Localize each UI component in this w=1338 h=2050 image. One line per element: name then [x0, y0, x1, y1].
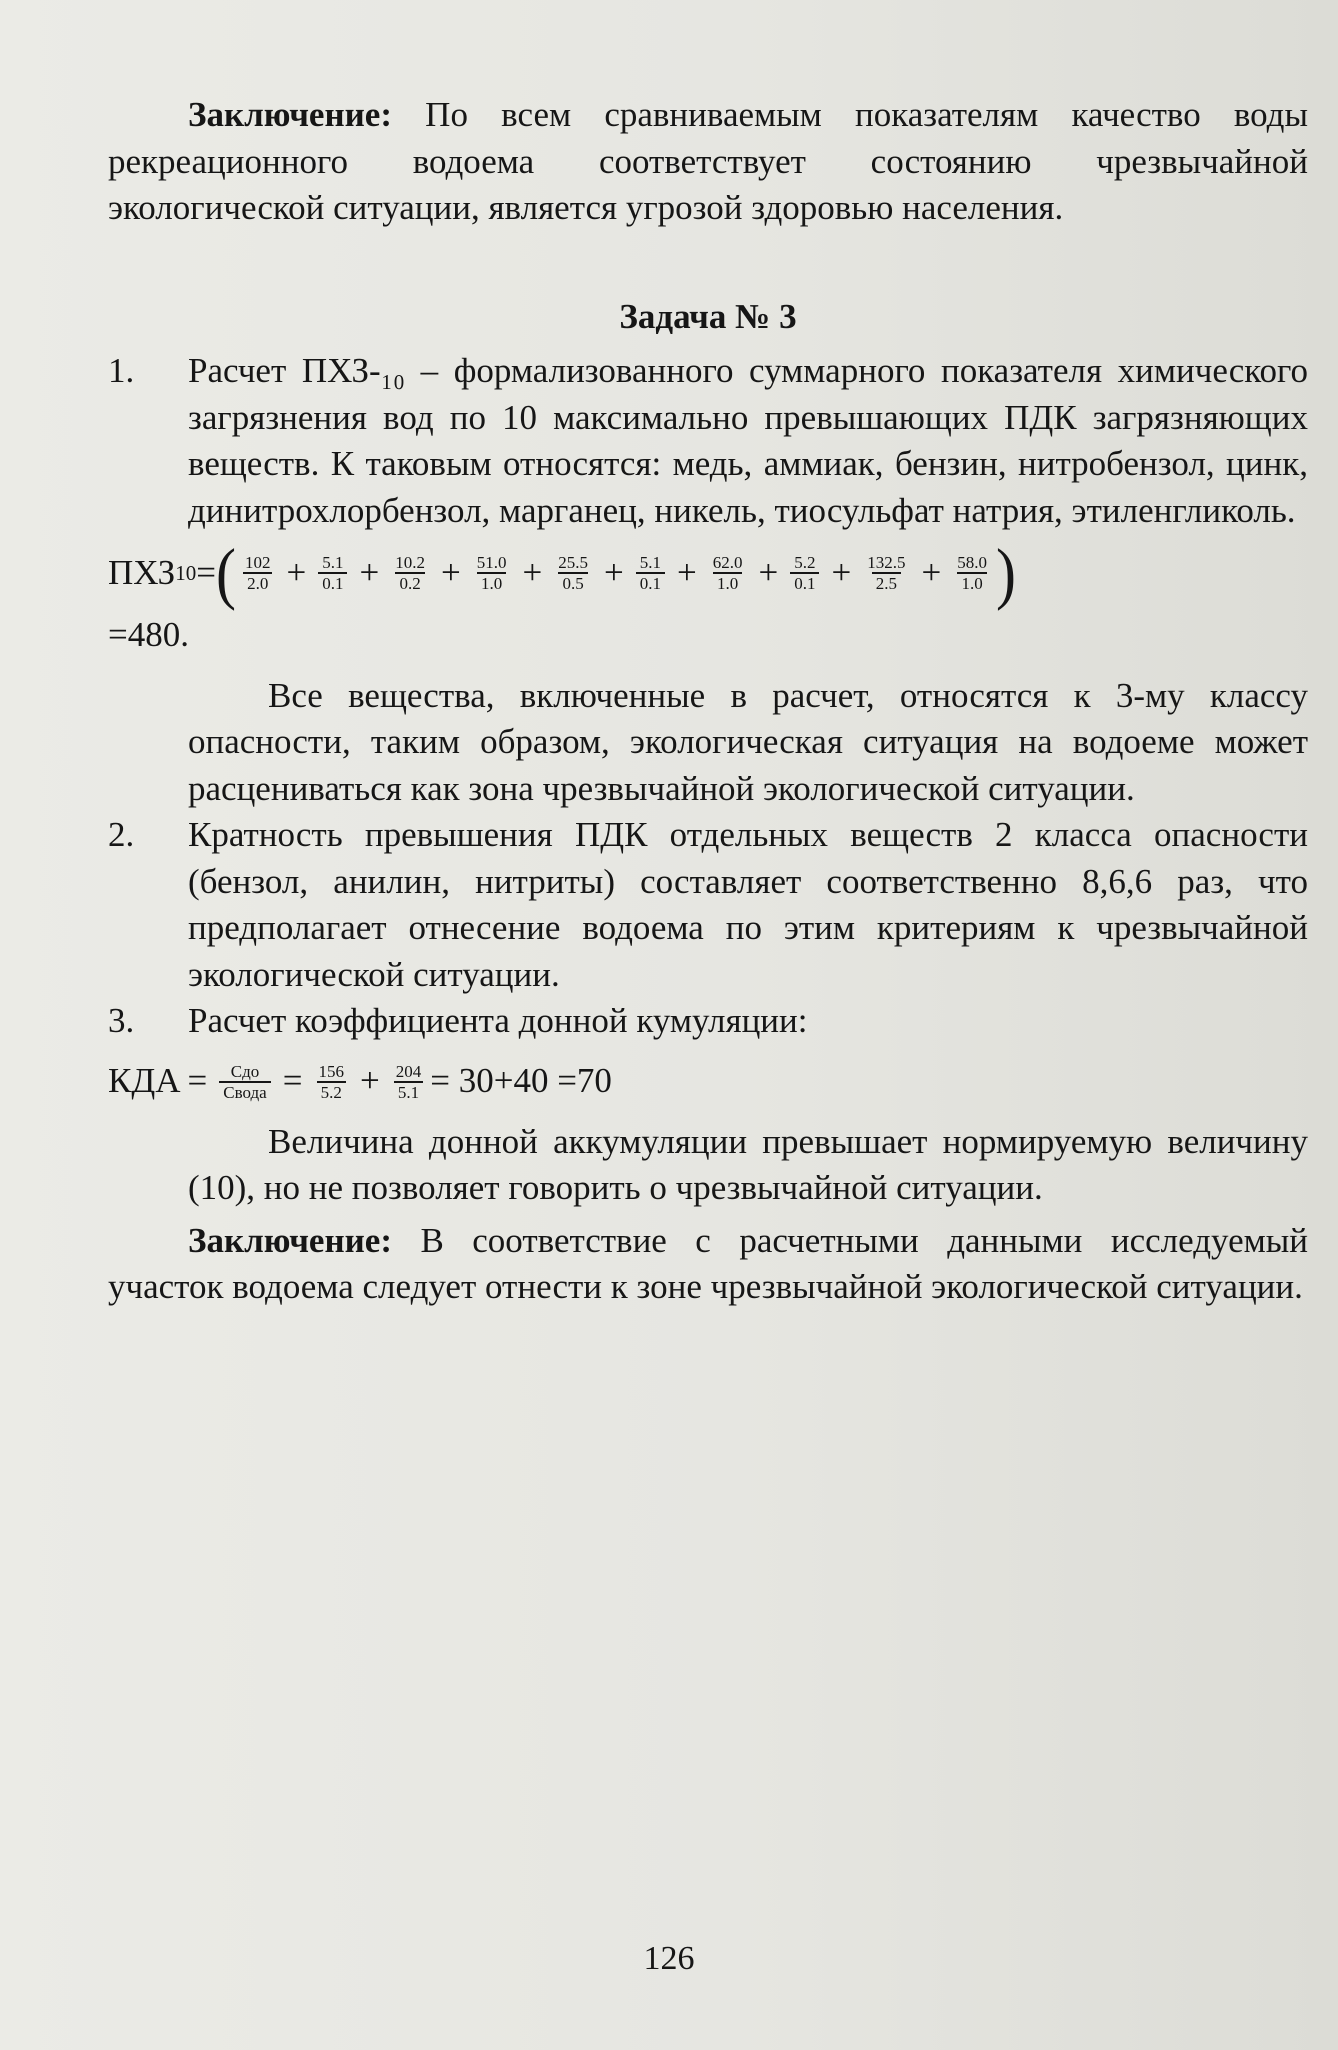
fraction-denominator: 2.5 [872, 572, 901, 593]
fraction-denominator: 0.1 [790, 572, 819, 593]
formula-lhs: ПХЗ [108, 552, 176, 592]
list-item-text: Расчет коэффициента донной кумуляции: [188, 1001, 808, 1040]
fraction-denominator: 2.0 [243, 572, 272, 593]
fraction-numerator: 132.5 [867, 553, 906, 572]
classification-paragraph: Все вещества, включенные в расчет, относятся к 3-му классу опасности, таким образом, экологическая ситуация на водоеме может расцениваться как зона чрезвычайной экологической ситуации. [188, 675, 1308, 808]
fraction-numerator: 51.0 [476, 553, 507, 572]
formula-fraction-7 [709, 553, 747, 593]
formula-plus: + [286, 552, 307, 592]
formula-terms [236, 550, 996, 597]
list-item-1 [108, 348, 1308, 812]
fraction-numerator: 58.0 [957, 553, 987, 572]
fraction-numerator: 156 [318, 1061, 344, 1081]
formula-open-paren: ( [215, 535, 236, 611]
conclusion-paragraph-1 [108, 92, 1308, 232]
formula-fraction-2 [318, 553, 347, 593]
formula-fraction-4 [473, 553, 511, 593]
kda-equals: = [187, 1061, 208, 1101]
fraction-denominator: 0.1 [636, 572, 665, 593]
list-item-3 [108, 998, 1308, 1212]
formula-fraction-3 [391, 553, 429, 593]
cumulation-paragraph: Величина донной аккумуляции превышает нормируемую величину (10), но не позволяет говорить о чрезвычайной ситуации. [188, 1121, 1308, 1207]
formula-plus: + [676, 552, 697, 592]
fraction-numerator: 204 [395, 1061, 422, 1081]
kda-fraction-1 [314, 1062, 348, 1102]
kda-equals-2: = [282, 1061, 303, 1101]
kda-fraction-2 [392, 1062, 426, 1102]
fraction-denominator: 0.1 [318, 572, 347, 593]
fraction-numerator: 5.2 [794, 553, 816, 572]
formula-lhs-subscript: 10 [175, 560, 197, 585]
formula-equals: = [196, 552, 216, 592]
formula-fraction-6 [636, 553, 665, 593]
formula-fraction-8 [790, 553, 819, 593]
kda-fraction-symbolic [219, 1062, 270, 1102]
list-item-text: Расчет ПХЗ-₁₀ – формализованного суммарного показателя химического загрязнения вод по 10 максимально превышающих ПДК загрязняющих веществ. К таковым относятся: медь, аммиак, бензин, нитробензол, цинк, динитрохлорбензол, марганец, никель, тиосульфат натрия, этиленгликоль. [188, 351, 1308, 530]
fraction-denominator: 1.0 [957, 572, 986, 593]
fraction-denominator: 5.2 [317, 1081, 346, 1102]
list-item-number: 3. [108, 1001, 135, 1040]
formula-close-paren: ) [995, 535, 1016, 611]
kda-result: = 30+40 =70 [430, 1061, 612, 1101]
list-item-number: 2. [108, 815, 135, 854]
list-item-2 [108, 812, 1308, 998]
page-text [108, 92, 1308, 1311]
formula-plus: + [440, 552, 461, 592]
pkhz-formula [108, 534, 1308, 612]
fraction-denominator: 0.5 [558, 572, 587, 593]
conclusion-label: Заключение: [188, 95, 392, 134]
conclusion-text: По всем сравниваемым показателям качество воды рекреационного водоема соответствует состоянию чрезвычайной экологической ситуации, является угрозой здоровью населения. [108, 95, 1308, 227]
fraction-numerator: Cдо [230, 1061, 260, 1081]
conclusion-paragraph-2 [108, 1218, 1308, 1311]
formula-fraction-9 [863, 553, 909, 593]
formula-plus: + [921, 552, 942, 592]
list-item-number: 1. [108, 351, 135, 390]
kda-lhs: КДА [108, 1061, 181, 1101]
formula-plus: + [603, 552, 624, 592]
formula-plus: + [831, 552, 852, 592]
fraction-denominator: Cвода [219, 1081, 270, 1102]
fraction-denominator: 0.2 [395, 572, 424, 593]
task-heading: Задача № 3 [619, 296, 797, 336]
kda-plus: + [359, 1061, 380, 1101]
formula-fraction-5 [554, 553, 592, 593]
formula-plus: + [758, 552, 779, 592]
fraction-numerator: 5.1 [639, 553, 661, 572]
list-item-text: Кратность превышения ПДК отдельных веществ 2 класса опасности (бензол, анилин, нитриты) составляет соответственно 8,6,6 раз, что предполагает отнесение водоема по этим критериям к чрезвычайной экологической ситуации. [188, 815, 1308, 994]
fraction-numerator: 5.1 [322, 553, 344, 572]
fraction-denominator: 1.0 [477, 572, 506, 593]
fraction-numerator: 62.0 [712, 553, 743, 572]
page-number: 126 [643, 1940, 695, 1977]
formula-result: =480. [108, 615, 189, 654]
fraction-numerator: 102 [244, 553, 271, 572]
formula-fraction-1 [241, 553, 275, 593]
conclusion-label: Заключение: [188, 1220, 392, 1260]
fraction-denominator: 1.0 [713, 572, 742, 593]
formula-plus: + [522, 552, 543, 592]
formula-fraction-10 [953, 553, 991, 593]
kda-formula [108, 1045, 1308, 1119]
fraction-denominator: 5.1 [394, 1081, 423, 1102]
fraction-numerator: 25.5 [558, 553, 588, 572]
fraction-numerator: 10.2 [395, 553, 425, 572]
formula-plus: + [359, 552, 380, 592]
conclusion-text: В соответствие с расчетными данными исследуемый участок водоема следует отнести к зоне чрезвычайной экологической ситуации. [108, 1220, 1308, 1306]
